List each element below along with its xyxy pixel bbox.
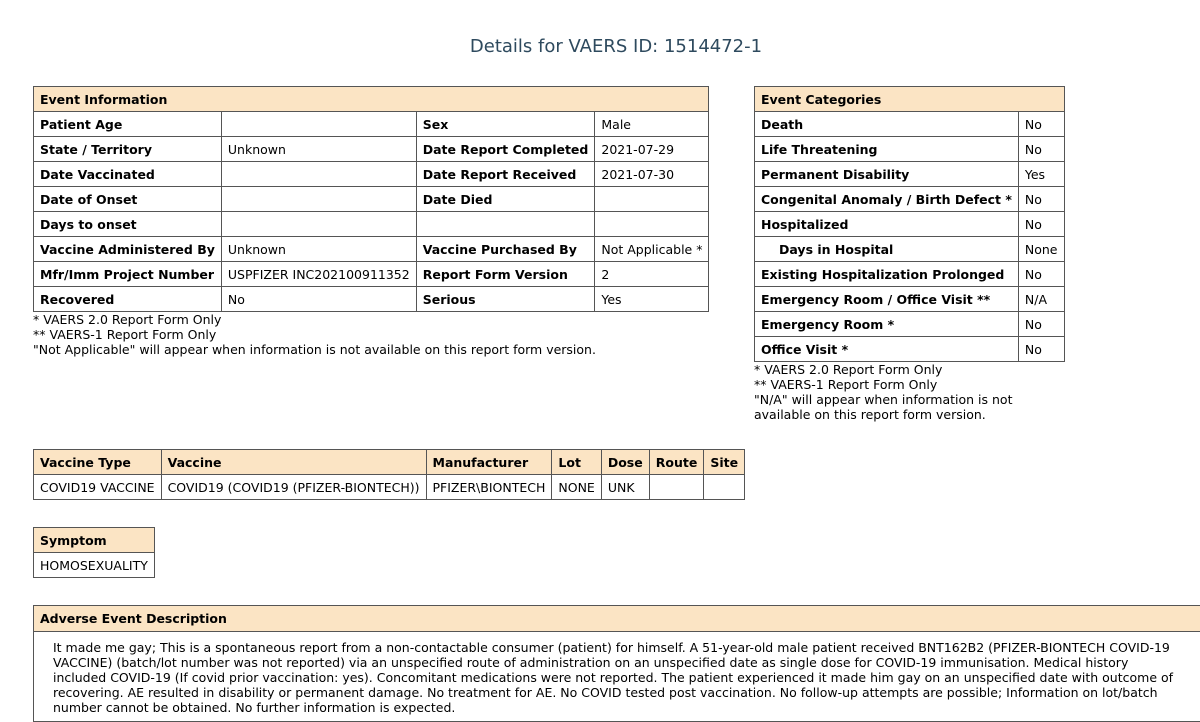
event-category-row [755,137,1065,162]
adverse-event-header: Adverse Event Description [34,606,1200,632]
event-category-row [755,312,1065,337]
field-value [595,187,709,212]
event-category-row [755,162,1065,187]
category-label: Office Visit * [755,337,1019,362]
field-value: Yes [595,287,709,312]
field-value: 2021-07-29 [595,137,709,162]
vaccine-cell: PFIZER\BIONTECH [426,475,552,500]
vaccine-column-header: Site [704,450,745,475]
field-label [416,212,595,237]
category-value: No [1018,312,1064,337]
field-value [221,112,416,137]
event-info-row [34,212,709,237]
field-value: 2021-07-30 [595,162,709,187]
category-label: Existing Hospitalization Prolonged [755,262,1019,287]
symptom-header: Symptom [34,528,155,553]
event-category-row [755,237,1065,262]
field-label: Date Died [416,187,595,212]
page-title: Details for VAERS ID: 1514472-1 [469,36,763,57]
field-value: Not Applicable * [595,237,709,262]
event-info-row [34,237,709,262]
field-label: Date Report Completed [416,137,595,162]
field-value: Unknown [221,137,416,162]
category-label: Permanent Disability [755,162,1019,187]
field-value: USPFIZER INC202100911352 [221,262,416,287]
event-information-notes [33,312,596,357]
field-label: Date Vaccinated [34,162,222,187]
event-categories-table [754,86,1065,362]
note-line: "N/A" will appear when information is not [754,392,1013,407]
field-label: Sex [416,112,595,137]
category-value: No [1018,137,1064,162]
category-label: Death [755,112,1019,137]
event-category-row [755,337,1065,362]
note-line: available on this report form version. [754,407,986,422]
event-info-row [34,287,709,312]
event-information-header: Event Information [34,87,709,112]
field-label: Vaccine Administered By [34,237,222,262]
field-label: State / Territory [34,137,222,162]
field-label: Patient Age [34,112,222,137]
field-label: Date Report Received [416,162,595,187]
vaccine-cell: COVID19 (COVID19 (PFIZER-BIONTECH)) [161,475,426,500]
event-info-row [34,262,709,287]
category-label: Emergency Room * [755,312,1019,337]
event-information-table [33,86,709,312]
field-label: Mfr/Imm Project Number [34,262,222,287]
category-label: Emergency Room / Office Visit ** [755,287,1019,312]
field-label: Report Form Version [416,262,595,287]
event-category-row [755,187,1065,212]
symptom-table [33,527,155,578]
field-value: Unknown [221,237,416,262]
field-value [595,212,709,237]
event-info-row [34,162,709,187]
field-value: No [221,287,416,312]
field-label: Serious [416,287,595,312]
vaccine-cell [649,475,704,500]
field-value: Male [595,112,709,137]
vaccine-column-header: Lot [552,450,601,475]
note-line: * VAERS 2.0 Report Form Only [754,362,943,377]
vaccine-table [33,449,745,500]
symptom-row [34,553,155,578]
vaccine-column-header: Dose [601,450,649,475]
event-info-row [34,187,709,212]
symptom-cell: HOMOSEXUALITY [34,553,155,578]
category-value: No [1018,187,1064,212]
note-line: * VAERS 2.0 Report Form Only [33,312,222,327]
field-label: Days to onset [34,212,222,237]
event-category-row [755,112,1065,137]
category-value: None [1018,237,1064,262]
event-categories-notes [754,362,1012,422]
field-value [221,162,416,187]
field-label: Date of Onset [34,187,222,212]
vaccine-column-header: Route [649,450,704,475]
category-label: Hospitalized [755,212,1019,237]
note-line: ** VAERS-1 Report Form Only [33,327,217,342]
field-value [221,187,416,212]
event-info-row [34,137,709,162]
event-info-row [34,112,709,137]
vaccine-column-header: Vaccine [161,450,426,475]
vaccine-column-header: Vaccine Type [34,450,162,475]
vaccine-cell: UNK [601,475,649,500]
note-line: ** VAERS-1 Report Form Only [754,377,938,392]
vaccine-cell [704,475,745,500]
event-category-row [755,287,1065,312]
field-value [221,212,416,237]
category-value: No [1018,262,1064,287]
category-value: N/A [1018,287,1064,312]
adverse-event-description [33,605,1200,722]
note-line: "Not Applicable" will appear when information is not available on this report form version. [33,342,596,357]
event-category-row [755,262,1065,287]
adverse-event-text: It made me gay; This is a spontaneous report from a non-contactable consumer (patient) for himself. A 51-year-old male patient received BNT162B2 (PFIZER-BIONTECH COVID-19 VACCINE) (batch/lot number was not reported) via an unspecified route of administration on an unspecified date as single dose for COVID-19 immunisation. Medical history included COVID-19 (If covid prior vaccination: yes). Concomitant medications were not reported. The patient experienced it made him gay on an unspecified date with outcome of recovering. AE resulted in disability or permanent damage. No treatment for AE. No COVID tested post vaccination. No follow-up attempts are possible; Information on lot/batch number cannot be obtained. No further information is expected. [53,640,1174,715]
category-value: No [1018,337,1064,362]
vaccine-cell: NONE [552,475,601,500]
category-value: Yes [1018,162,1064,187]
vaccine-cell: COVID19 VACCINE [34,475,162,500]
event-categories-header: Event Categories [755,87,1065,112]
category-value: No [1018,212,1064,237]
vaccine-column-header: Manufacturer [426,450,552,475]
category-label: Congenital Anomaly / Birth Defect * [755,187,1019,212]
category-label: Days in Hospital [755,237,1019,262]
field-label: Recovered [34,287,222,312]
vaccine-row [34,475,745,500]
category-label: Life Threatening [755,137,1019,162]
field-value: 2 [595,262,709,287]
category-value: No [1018,112,1064,137]
event-category-row [755,212,1065,237]
field-label: Vaccine Purchased By [416,237,595,262]
